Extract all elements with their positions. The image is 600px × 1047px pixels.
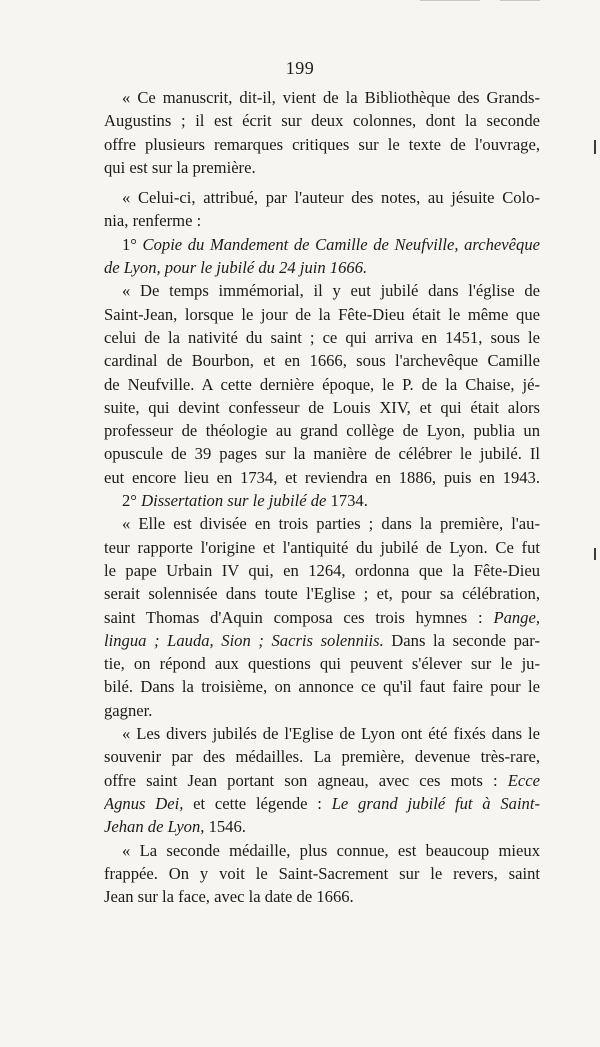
italic-text: lingua ; Lauda, Sion ; Sacris solenniis. — [104, 630, 384, 650]
text-line — [104, 279, 540, 302]
text-line — [104, 629, 540, 652]
text-segment: « Les divers jubilés de l'Eglise de Lyon ont été fixés dans le — [122, 724, 540, 744]
text-line — [104, 109, 540, 132]
text-line — [104, 792, 540, 815]
text-segment: eut encore lieu en 1734, et reviendra en 1886, puis en 1943. — [104, 467, 540, 487]
text-segment: saint Thomas d'Aquin composa ces trois hymnes : — [104, 607, 494, 627]
text-line — [104, 466, 540, 489]
text-segment: suite, qui devint confesseur de Louis XIV, et qui était alors — [104, 397, 540, 417]
margin-mark — [594, 140, 596, 154]
text-line — [104, 536, 540, 559]
text-line — [104, 512, 540, 535]
text-line — [104, 442, 540, 465]
text-segment: « Celui-ci, attribué, par l'auteur des notes, au jésuite Colo- — [122, 188, 540, 208]
text-segment: nia, renferme : — [104, 211, 202, 231]
text-segment: professeur de théologie au grand collège de Lyon, publia un — [104, 421, 540, 441]
text-line — [104, 559, 540, 582]
italic-text: Ecce — [507, 770, 540, 790]
top-edge-mark — [420, 0, 480, 1]
italic-text: Pange, — [493, 607, 540, 627]
text-segment: celui de la nativité du saint ; ce qui arriva en 1451, sous le — [104, 327, 540, 347]
text-line — [104, 489, 540, 512]
text-segment: qui est sur la première. — [104, 157, 256, 177]
text-segment: « De temps immémorial, il y eut jubilé dans l'église de — [122, 281, 540, 301]
text-line — [104, 769, 540, 792]
italic-text: Dissertation sur le jubilé de — [141, 491, 327, 511]
italic-text: de Lyon, pour le jubilé du 24 juin 1666. — [104, 258, 368, 278]
body-text — [104, 86, 540, 908]
text-segment: offre saint Jean portant son agneau, avec ces mots : — [104, 770, 508, 790]
text-line — [104, 186, 540, 209]
text-line — [104, 256, 540, 279]
text-segment: offre plusieurs remarques critiques sur le texte de l'ouvrage, — [104, 134, 540, 154]
text-segment: bilé. Dans la troisième, on annonce ce qu'il faut faire pour le — [104, 677, 540, 697]
text-line — [104, 699, 540, 722]
text-segment: « La seconde médaille, plus connue, est beaucoup mieux — [122, 840, 540, 860]
text-segment: « Elle est divisée en trois parties ; dans la première, l'au- — [122, 514, 540, 534]
text-line — [104, 885, 540, 908]
text-line — [104, 582, 540, 605]
italic-text: Agnus Dei, — [104, 793, 184, 813]
text-segment: Augustins ; il est écrit sur deux colonnes, dont la seconde — [104, 111, 540, 131]
text-segment: et cette légende : — [183, 793, 332, 813]
text-line — [104, 156, 540, 179]
text-segment: « Ce manuscrit, dit-il, vient de la Bibliothèque des Grands- — [122, 88, 540, 107]
text-line — [104, 349, 540, 372]
text-line — [104, 815, 540, 838]
text-segment: tie, on répond aux questions qui peuvent s'élever sur le ju- — [104, 654, 540, 674]
text-line — [104, 652, 540, 675]
text-segment: gagner. — [104, 700, 153, 720]
text-line — [104, 326, 540, 349]
text-line — [104, 419, 540, 442]
text-segment: le pape Urbain IV qui, en 1264, ordonna que la Fête-Dieu — [104, 560, 540, 580]
text-segment: teur rapporte l'origine et l'antiquité du jubilé de Lyon. Ce fut — [104, 537, 540, 557]
text-line — [104, 722, 540, 745]
text-segment: opuscule de 39 pages sur la manière de célébrer le jubilé. Il — [104, 444, 540, 464]
text-line — [104, 303, 540, 326]
text-line — [104, 396, 540, 419]
text-segment: 2° — [122, 491, 142, 511]
text-line — [104, 675, 540, 698]
text-line — [104, 745, 540, 768]
text-line — [104, 606, 540, 629]
text-line — [104, 373, 540, 396]
italic-text: Jehan de Lyon — [104, 817, 201, 837]
text-segment: Dans la seconde par- — [383, 630, 540, 650]
text-segment: 1° — [122, 234, 143, 254]
text-line — [104, 839, 540, 862]
top-edge-mark — [500, 0, 540, 1]
text-segment: , 1546. — [200, 817, 246, 837]
text-line — [104, 233, 540, 256]
text-line — [104, 86, 540, 109]
text-segment: Saint-Jean, lorsque le jour de la Fête-Dieu était le même que — [104, 304, 540, 324]
margin-mark — [594, 548, 596, 560]
text-segment: cardinal de Bourbon, et en 1666, sous l'archevêque Camille — [104, 351, 540, 371]
text-line — [104, 133, 540, 156]
text-line — [104, 862, 540, 885]
text-segment: serait solennisée dans toute l'Eglise ; et, pour sa célébration, — [104, 584, 540, 604]
paragraph-gap — [104, 179, 540, 186]
text-segment: souvenir par des médailles. La première, devenue très-rare, — [104, 747, 540, 767]
text-segment: Jean sur la face, avec la date de 1666. — [104, 887, 354, 907]
italic-text: Copie du Mandement de Camille de Neufville, archevêque — [142, 234, 540, 254]
text-segment: frappée. On y voit le Saint-Sacrement sur le revers, saint — [104, 863, 540, 883]
text-segment: de Neufville. A cette dernière époque, le P. de la Chaise, jé- — [104, 374, 540, 394]
page-number: 199 — [285, 58, 315, 78]
text-segment: 1734. — [326, 491, 368, 511]
text-line — [104, 209, 540, 232]
italic-text: Le grand jubilé fut à Saint- — [331, 793, 540, 813]
